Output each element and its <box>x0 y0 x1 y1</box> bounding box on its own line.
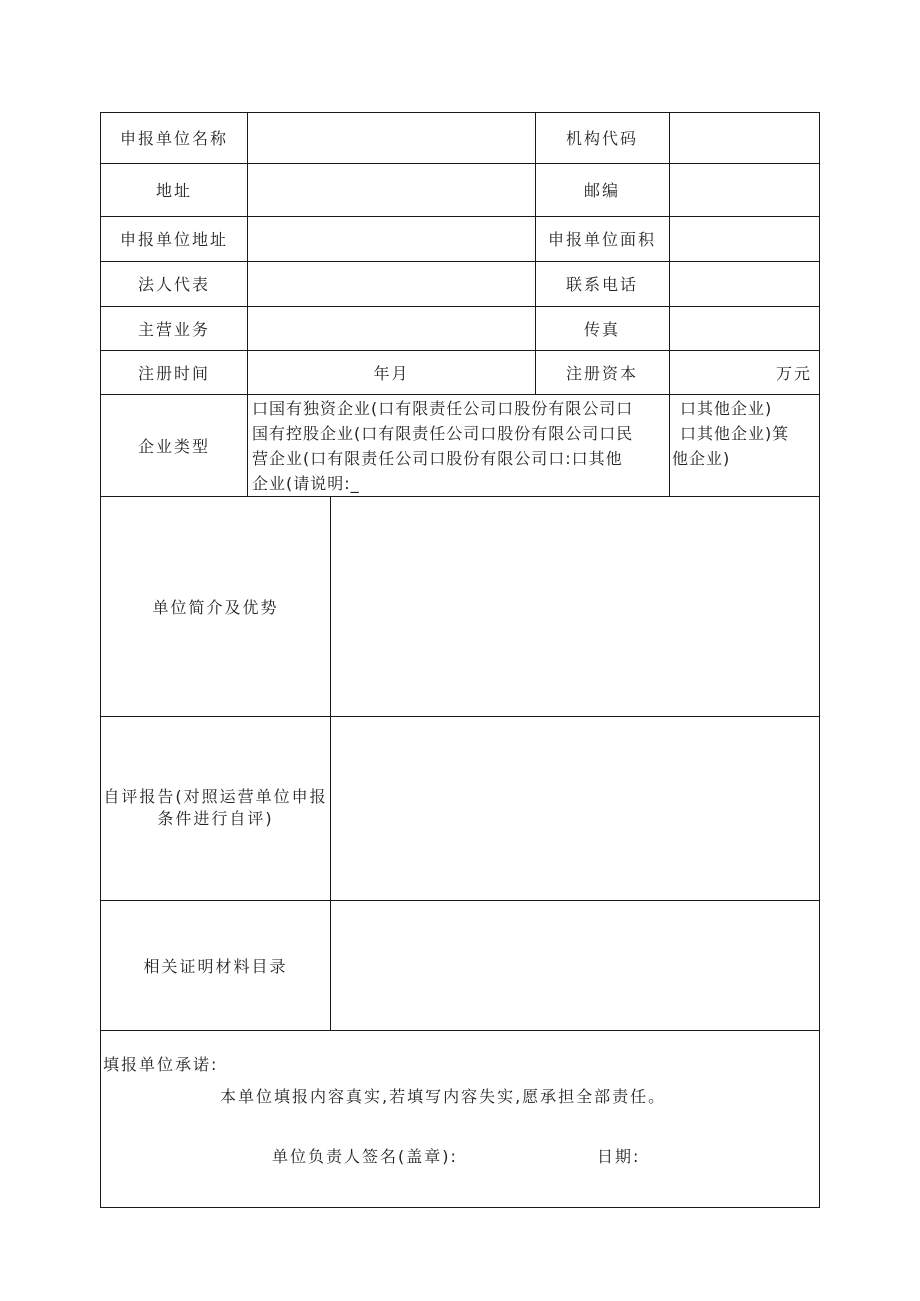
intro-field[interactable] <box>331 497 819 716</box>
signature-field[interactable] <box>490 1138 590 1168</box>
unit-address-label: 申报单位地址 <box>119 230 228 249</box>
date-field[interactable] <box>650 1138 800 1168</box>
unit-address-field[interactable] <box>248 217 535 261</box>
type-line: 营企业(口有限责任公司口股份有限公司口:口其他 <box>252 449 623 468</box>
postcode-label: 邮编 <box>583 181 620 200</box>
unit-area-field[interactable] <box>670 217 819 261</box>
self-eval-label-cell <box>100 716 331 900</box>
type-line: 企业(请说明:_ <box>252 474 360 493</box>
table-border-right <box>819 112 820 1208</box>
type-line: 他企业) <box>672 449 731 468</box>
org-code-label: 机构代码 <box>565 129 638 148</box>
commitment-title: 填报单位承诺: <box>103 1055 219 1074</box>
table-border-bottom <box>100 1207 820 1208</box>
row-divider <box>100 1030 820 1031</box>
type-line: 口其他企业) <box>680 399 773 418</box>
enterprise-type-options[interactable] <box>250 396 668 496</box>
reg-time-label: 注册时间 <box>137 363 210 383</box>
main-business-field[interactable] <box>248 307 535 350</box>
reg-capital-field[interactable]: 万元 <box>775 363 812 383</box>
legal-rep-field[interactable] <box>248 262 535 306</box>
date-label: 日期: <box>597 1147 641 1166</box>
fax-label: 传真 <box>583 319 620 339</box>
reg-capital-label: 注册资本 <box>565 363 638 383</box>
legal-rep-label: 法人代表 <box>137 275 210 294</box>
address-label: 地址 <box>155 181 192 200</box>
materials-field[interactable] <box>331 901 819 1030</box>
type-line: 口国有独资企业(口有限责任公司口股份有限公司口 <box>252 399 634 418</box>
unit-area-label: 申报单位面积 <box>547 230 656 249</box>
postcode-field[interactable] <box>670 164 819 216</box>
unit-name-label: 申报单位名称 <box>119 129 228 148</box>
phone-label: 联系电话 <box>565 275 638 294</box>
org-code-field[interactable] <box>670 113 819 163</box>
main-business-label: 主营业务 <box>137 319 210 339</box>
reg-time-field[interactable]: 年月 <box>373 363 410 383</box>
enterprise-type-label: 企业类型 <box>137 436 210 456</box>
address-field[interactable] <box>248 164 535 216</box>
intro-label: 单位简介及优势 <box>152 597 279 617</box>
signature-label: 单位负责人签名(盖章): <box>272 1147 458 1166</box>
unit-name-field[interactable] <box>248 113 535 163</box>
self-eval-label: 自评报告(对照运营单位申报条件进行自评) <box>103 787 328 828</box>
self-eval-field[interactable] <box>331 717 819 900</box>
enterprise-type-other[interactable] <box>670 396 819 496</box>
type-line: 国有控股企业(口有限责任公司口股份有限公司口民 <box>252 424 634 443</box>
type-line: 口其他企业)箕 <box>680 424 790 443</box>
phone-field[interactable] <box>670 262 819 306</box>
commitment-statement: 本单位填报内容真实,若填写内容失实,愿承担全部责任。 <box>220 1087 667 1106</box>
materials-label: 相关证明材料目录 <box>143 956 288 976</box>
fax-field[interactable] <box>670 307 819 350</box>
